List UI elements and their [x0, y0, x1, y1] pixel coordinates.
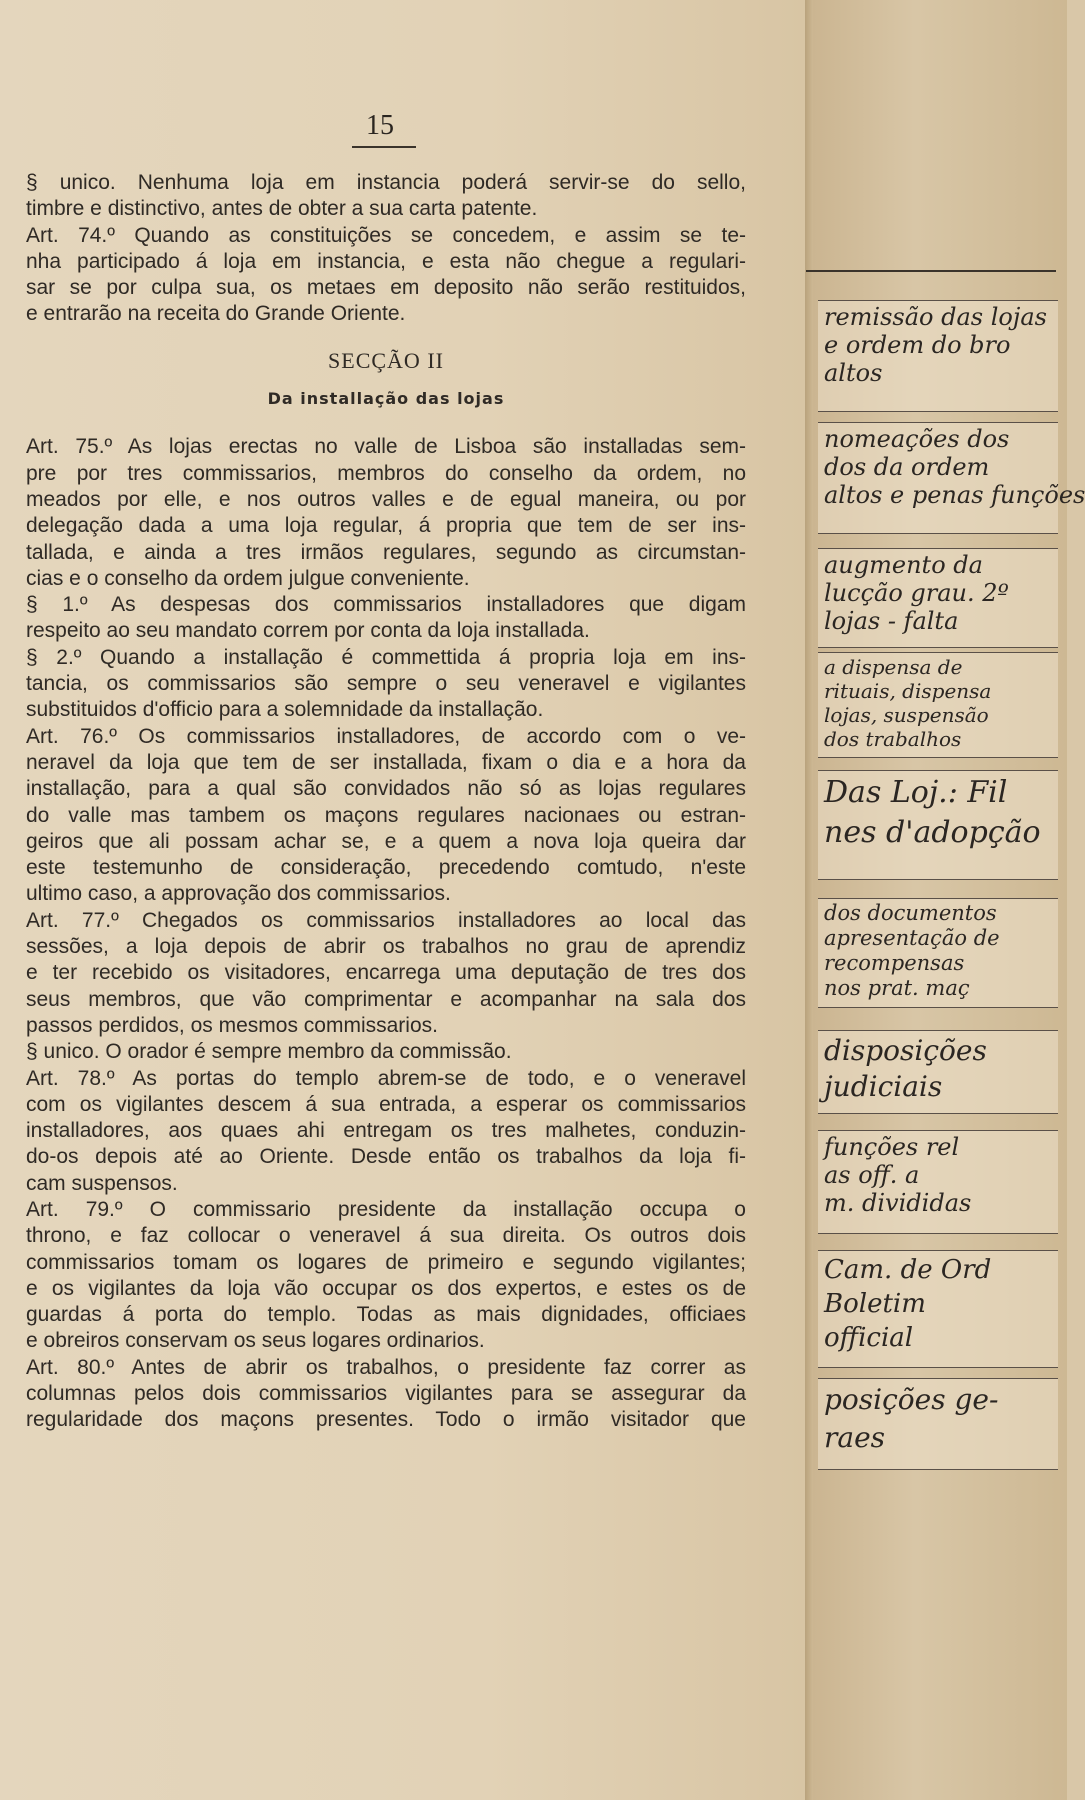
text-line: delegação dada a uma loja regular, á propria que tem de ser ins- — [26, 514, 746, 538]
handwritten-line: Cam. de Ord — [824, 1255, 992, 1285]
text-line: throno, e faz collocar o veneravel á sua direita. Os outros dois — [26, 1224, 746, 1248]
margin-tab — [818, 422, 1085, 534]
text-line: § 1.º As despesas dos commissarios installadores que digam — [26, 593, 746, 617]
text-line: Art. 75.º As lojas erectas no valle de Lisboa são installadas sem- — [26, 435, 746, 459]
margin-tab — [818, 548, 1058, 648]
handwritten-line: dos trabalhos — [824, 727, 962, 751]
text-line: este testemunho de consideração, precedendo comtudo, n'este — [26, 856, 746, 880]
text-line: Art. 80.º Antes de abrir os trabalhos, o presidente faz correr as — [26, 1355, 746, 1379]
margin-rule — [806, 270, 1056, 272]
text-line: seus membros, que vão comprimentar e acompanhar na sala dos — [26, 987, 746, 1011]
handwritten-line: funções rel — [824, 1133, 960, 1161]
text-line: meados por elle, e nos outros valles e de egual maneira, ou por — [26, 487, 746, 511]
handwritten-line: judiciais — [824, 1070, 943, 1103]
handwritten-line: recompensas — [824, 951, 965, 975]
margin-tab — [818, 1250, 1058, 1368]
text-line: ultimo caso, a approvação dos commissarios. — [26, 882, 451, 906]
text-line: e entrarão na receita do Grande Oriente. — [26, 302, 406, 326]
margin-tab — [818, 652, 1058, 758]
handwritten-line: as off. a — [824, 1161, 920, 1189]
text-line: tallada, e ainda a tres irmãos regulares, segundo as circumstan- — [26, 540, 746, 564]
paragraph — [26, 724, 746, 908]
paragraph — [26, 1197, 746, 1355]
margin-tab — [818, 1378, 1058, 1470]
section-title: SECÇÃO II — [328, 347, 444, 373]
text-line: timbre e distinctivo, antes de obter a sua carta patente. — [26, 197, 538, 221]
paragraph — [26, 1039, 746, 1065]
text-line: § 2.º Quando a installação é commettida á propria loja em ins- — [26, 645, 746, 669]
margin-tab — [818, 300, 1058, 412]
text-line: e os vigilantes da loja vão occupar os dos expertos, e estes os de — [26, 1276, 746, 1300]
section-subtitle: Da installação das lojas — [267, 389, 505, 409]
handwritten-line: nos prat. maç — [824, 976, 970, 1000]
handwritten-line: m. divididas — [824, 1189, 972, 1217]
text-line: do valle mas tambem os maçons regulares nacionaes ou estran- — [26, 803, 746, 827]
handwritten-line: lojas, suspensão — [824, 703, 989, 727]
handwritten-line: remissão das lojas — [824, 303, 1047, 331]
text-line: installação, para a qual são convidados não só as lojas regulares — [26, 777, 746, 801]
text-line: Art. 74.º Quando as constituições se concedem, e assim se te- — [26, 223, 746, 247]
text-line: sar se por culpa sua, os metaes em deposito não serão restituidos, — [26, 276, 746, 300]
margin-tab — [818, 1130, 1058, 1234]
paragraph — [26, 908, 746, 1039]
handwritten-line: Das Loj.: Fil — [824, 775, 1008, 810]
body-text — [26, 170, 746, 1434]
text-line: cias e o conselho da ordem julgue conveniente. — [26, 566, 470, 590]
handwritten-line: posições ge- — [824, 1383, 999, 1416]
handwritten-line: altos e penas funções — [824, 481, 1085, 509]
text-line: neravel da loja que tem de ser installada, fixam o dia e a hora da — [26, 750, 746, 774]
text-line: cam suspensos. — [26, 1171, 178, 1195]
paragraph — [26, 223, 746, 328]
handwritten-line: lojas - falta — [824, 607, 959, 635]
margin-tab — [818, 898, 1058, 1008]
handwritten-line: rituais, dispensa — [824, 679, 992, 703]
text-line: Art. 78.º As portas do templo abrem-se de todo, e o veneravel — [26, 1066, 746, 1090]
paragraph — [26, 645, 746, 724]
text-line: pre por tres commissarios, membros do conselho da ordem, no — [26, 461, 746, 485]
text-line: e ter recebido os visitadores, encarrega uma deputação de tres dos — [26, 961, 746, 985]
paragraph — [26, 170, 746, 223]
text-line: Art. 76.º Os commissarios installadores, de accordo com o ve- — [26, 724, 746, 748]
paragraph — [26, 434, 746, 592]
handwritten-line: lucção grau. 2º — [824, 579, 1009, 607]
text-line: e obreiros conservam os seus logares ordinarios. — [26, 1329, 485, 1353]
handwritten-line: nomeações dos — [824, 425, 1010, 453]
margin-tab — [818, 1030, 1058, 1114]
paragraph — [26, 592, 746, 645]
text-line: installadores, aos quaes ahi entregam os tres malhetes, conduzin- — [26, 1119, 746, 1143]
text-line: commissarios tomam os logares de primeiro e segundo vigilantes; — [26, 1250, 746, 1274]
handwritten-line: altos — [824, 359, 883, 387]
text-line: nha participado á loja em instancia, e esta não chegue a regulari- — [26, 249, 746, 273]
handwritten-line: Boletim — [824, 1289, 926, 1319]
handwritten-line: augmento da — [824, 551, 983, 579]
handwritten-line: raes — [824, 1421, 886, 1454]
paragraph — [26, 1066, 746, 1197]
text-line: regularidade dos maçons presentes. Todo o irmão visitador que — [26, 1408, 746, 1432]
handwritten-line: apresentação de — [824, 926, 1000, 950]
text-line: § unico. O orador é sempre membro da commissão. — [26, 1040, 512, 1064]
text-line: tancia, os commissarios são sempre o seu veneravel e vigilantes — [26, 672, 746, 696]
text-line: do-os depois até ao Oriente. Desde então os trabalhos da loja fi- — [26, 1145, 746, 1169]
page-number: 15 — [366, 110, 394, 141]
text-line: passos perdidos, os mesmos commissarios. — [26, 1013, 438, 1037]
text-line: guardas á porta do templo. Todas as mais dignidades, officiaes — [26, 1303, 746, 1327]
handwritten-line: nes d'adopção — [824, 815, 1041, 850]
text-line: sessões, a loja depois de abrir os trabalhos no grau de aprendiz — [26, 935, 746, 959]
text-line: respeito ao seu mandato correm por conta da loja installada. — [26, 619, 590, 643]
text-line: Art. 79.º O commissario presidente da installação occupa o — [26, 1197, 746, 1221]
text-line: § unico. Nenhuma loja em instancia poderá servir-se do sello, — [26, 171, 746, 194]
text-line: geiros que ali possam achar se, e a quem a nova loja queira dar — [26, 829, 746, 853]
handwritten-line: a dispensa de — [824, 655, 963, 679]
paragraph — [26, 1355, 746, 1434]
page-number-rule — [352, 146, 416, 148]
margin-tab — [818, 770, 1058, 880]
text-line: com os vigilantes descem á sua entrada, a esperar os commissarios — [26, 1092, 746, 1116]
handwritten-line: disposições — [824, 1034, 987, 1067]
text-line: columnas pelos dois commissarios vigilantes para se assegurar da — [26, 1382, 746, 1406]
text-line: substituidos d'officio para a solemnidade da installação. — [26, 698, 544, 722]
handwritten-line: e ordem do bro — [824, 331, 1011, 359]
handwritten-line: dos da ordem — [824, 453, 990, 481]
text-line: Art. 77.º Chegados os commissarios installadores ao local das — [26, 908, 746, 932]
handwritten-line: dos documentos — [824, 901, 997, 925]
handwritten-line: official — [824, 1323, 914, 1353]
